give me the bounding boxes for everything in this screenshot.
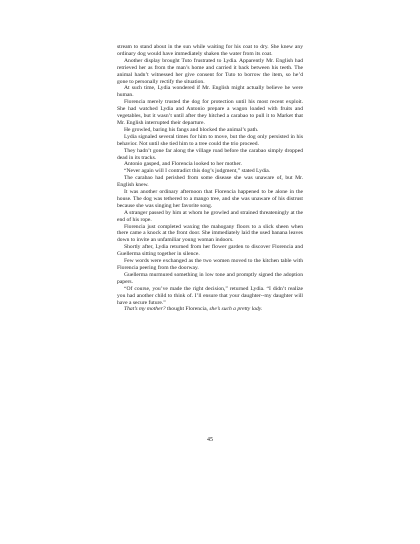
paragraph: “Never again will I contradict this dog’s judgment,” stated Lydia. (124, 168, 271, 175)
paragraph: A stranger passed by him at whom he growled and strained threateningly at the end of his rope. (117, 209, 303, 223)
paragraph: Guellerma murmured something in low tone and promptly signed the adoption papers. (117, 271, 303, 285)
paragraph: Antonio gasped, and Florencia looked to her mother. (124, 161, 242, 168)
paragraph: It was another ordinary afternoon that Florencia happened to be alone in the house. The dog was tethered to a mango tree, and she was unaware of his distrust because she was singing her favorite song. (117, 189, 303, 209)
paragraph-final (117, 306, 303, 313)
paragraph: He growled, baring his fangs and blocked the animal’s path. (124, 126, 259, 133)
paragraph: Another display brought Tuto frustrated to Lydia. Apparently Mr. English had retrieved her as from the man’s home and carried it back between his teeth. The animal hadn’t witnessed her give consent for Tuto to borrow the item, so he’d gone to personally rectify the situation. (117, 57, 303, 85)
paragraph: The carabao had perished from some disease she was unaware of, but Mr. English knew. (117, 175, 303, 189)
page-number: 45 (207, 437, 213, 443)
paragraph: Few words were exchanged as the two women moved to the kitchen table with Florencia peering from the doorway. (117, 258, 303, 271)
paragraph: stream to stand about in the sun while waiting for his coat to dry. She knew any ordinary dog would have immediately shaken the water from its coat. (117, 44, 303, 57)
paragraph: Lydia signaled several times for him to move, but the dog only persisted in his behavior. Not until she tied him to a tree could the trio proceed. (117, 133, 303, 147)
italic-thought: That’s my mother? (124, 306, 166, 313)
paragraph: Shortly after, Lydia returned from her flower garden to discover Florencia and Guellerma sitting together in silence. (117, 244, 303, 258)
paragraph: Florencia just completed waxing the mahogany floors to a slick sheen when there came a knock at the front door. She immediately laid the used banana leaves down to invite an unfamiliar young woman indoors. (117, 223, 303, 244)
paragraph: Florencia merely trusted the dog for protection until his most recent exploit. She had watched Lydia and Antonio prepare a wagon loaded with fruits and vegetables, but it wasn’t until after they hitched a carabao to pull it to Market that Mr. English interrupted their departure. (117, 99, 303, 126)
paragraph: They hadn’t gone far along the village road before the carabao simply dropped dead in its tracks. (117, 147, 303, 161)
paragraph: At such time, Lydia wondered if Mr. English might actually believe he were human. (117, 85, 303, 99)
narration: thought Florencia, (165, 306, 210, 313)
italic-thought: she’s such a pretty lady. (209, 306, 263, 313)
body-text (117, 44, 303, 313)
paragraph: “Of course, you’ve made the right decision,” returned Lydia. “I didn’t realize you had another child to think of. I’ll ensure that your daughter--my daughter will have a secure future.” (117, 285, 303, 306)
